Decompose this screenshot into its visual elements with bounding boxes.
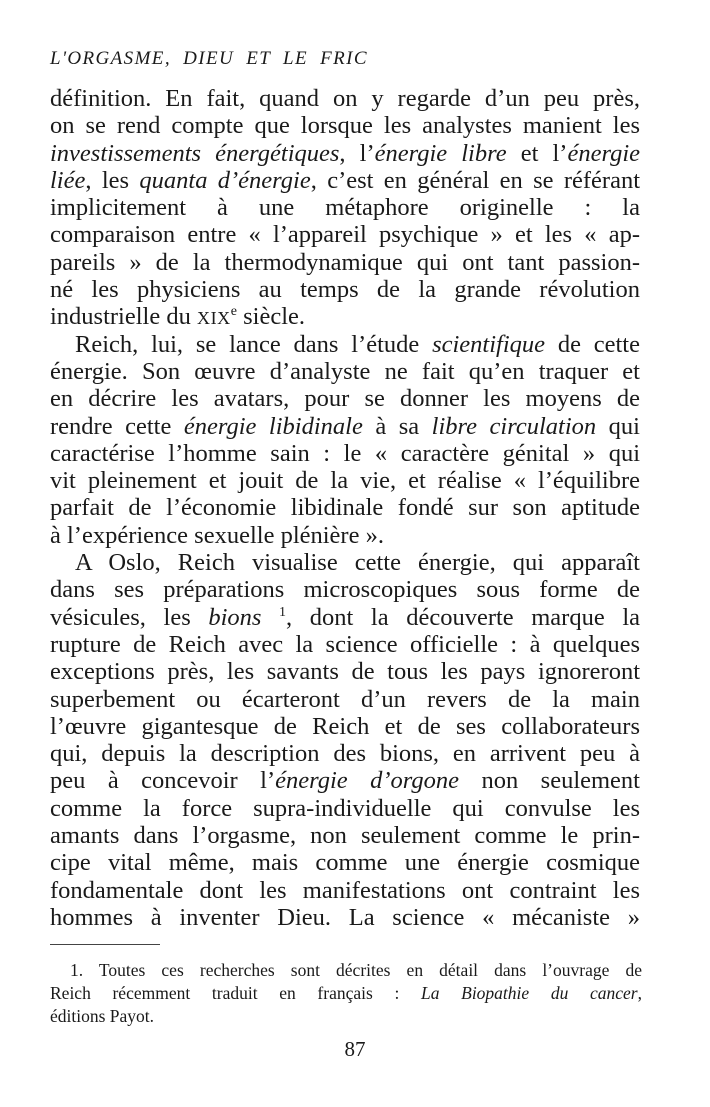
italic-term: énergie d’orgone bbox=[275, 767, 460, 795]
text-line: on se rend compte que lorsque les analystes manient les bbox=[50, 112, 640, 140]
text-line: implicitement à une métaphore originelle : la bbox=[50, 194, 640, 222]
italic-term: liée bbox=[50, 166, 86, 194]
text-line: Reich, lui, se lance dans l’étude scientifique de cette bbox=[75, 330, 640, 358]
text-line: investissements énergétiques, l’énergie libre et l’énergie bbox=[50, 139, 641, 167]
paragraph-2 bbox=[50, 331, 640, 549]
text-line: caractérise l’homme sain : le « caractère génital » qui bbox=[50, 439, 640, 467]
italic-term: énergie libidinale bbox=[183, 412, 363, 440]
text-line: vésicules, les bions $^1$, dont la découverte marque la bbox=[50, 603, 640, 631]
body-text bbox=[50, 85, 640, 931]
text-line: définition. En fait, quand on y regarde d’un peu près, bbox=[50, 85, 640, 112]
text-line: exceptions près, les savants de tous les pays ignoreront bbox=[50, 658, 640, 686]
text-line: dans ses préparations microscopiques sous forme de bbox=[50, 576, 640, 604]
italic-term: libre circulation bbox=[431, 412, 597, 440]
paragraph-1 bbox=[50, 85, 640, 331]
text-line: comparaison entre « l’appareil psychique » et les « ap- bbox=[50, 221, 640, 249]
text-line: superbement ou écarteront d’un revers de la main bbox=[50, 685, 640, 713]
text-line: à l’expérience sexuelle plénière ». bbox=[50, 521, 384, 549]
text-line: parfait de l’économie libidinale fondé sur son aptitude bbox=[50, 494, 640, 522]
text-line: rupture de Reich avec la science officielle : à quelques bbox=[50, 630, 640, 658]
text-line: vit pleinement et jouit de la vie, et réalise « l’équilibre bbox=[50, 467, 640, 495]
text-line: né les physiciens au temps de la grande révolution bbox=[50, 276, 640, 304]
text-line: l’œuvre gigantesque de Reich et de ses collaborateurs bbox=[50, 712, 640, 740]
text-line: A Oslo, Reich visualise cette énergie, qui apparaît bbox=[75, 549, 640, 577]
text-line: cipe vital même, mais comme une énergie cosmique bbox=[50, 849, 640, 877]
footnote bbox=[50, 959, 642, 1028]
italic-term: quanta d’énergie bbox=[139, 166, 311, 194]
text-line: rendre cette énergie libidinale à sa libre circulation qui bbox=[50, 412, 640, 440]
footnote-line: Reich récemment traduit en français : La Biopathie du cancer, bbox=[50, 983, 642, 1003]
century-numeral: XIX bbox=[196, 308, 231, 329]
paragraph-3 bbox=[50, 549, 640, 931]
text-line: hommes à inventer Dieu. La science « mécaniste » bbox=[50, 903, 640, 931]
page-number: 87 bbox=[344, 1037, 366, 1061]
text-line: en décrire les avatars, pour se donner les moyens de bbox=[50, 385, 640, 413]
text-line: liée, les quanta d’énergie, c’est en général en se référant bbox=[50, 166, 641, 194]
text-line: énergie. Son œuvre d’analyste ne fait qu’en traquer et bbox=[50, 357, 640, 385]
text-line: qui, depuis la description des bions, en arrivent peu à bbox=[50, 740, 640, 768]
italic-term: énergie bbox=[567, 139, 641, 167]
superscript-e: e bbox=[230, 304, 237, 320]
text-line: fondamentale dont les manifestations ont contraint les bbox=[50, 876, 640, 904]
text-line: peu à concevoir l’énergie d’orgone non seulement bbox=[50, 767, 640, 795]
italic-term: investissements énergétiques bbox=[50, 139, 340, 167]
book-title: La Biopathie du cancer bbox=[420, 983, 638, 1003]
text-line: pareils » de la thermodynamique qui ont tant passion- bbox=[50, 248, 640, 276]
text-line: amants dans l’orgasme, non seulement comme le prin- bbox=[50, 822, 640, 850]
footnote-line: 1. Toutes ces recherches sont décrites en détail dans l’ouvrage de bbox=[70, 960, 642, 980]
footnote-line: éditions Payot. bbox=[50, 1006, 155, 1026]
footnote-divider bbox=[50, 944, 160, 945]
text-line: industrielle du XIXe siècle. bbox=[50, 303, 306, 331]
running-head: L'ORGASME, DIEU ET LE FRIC bbox=[50, 48, 368, 69]
italic-term: énergie libre bbox=[374, 139, 507, 167]
italic-term: scientifique bbox=[432, 330, 546, 358]
italic-term: bions bbox=[208, 603, 262, 631]
footnote-ref[interactable]: 1 bbox=[279, 604, 287, 620]
text-line: comme la force supra-individuelle qui convulse les bbox=[50, 794, 640, 822]
